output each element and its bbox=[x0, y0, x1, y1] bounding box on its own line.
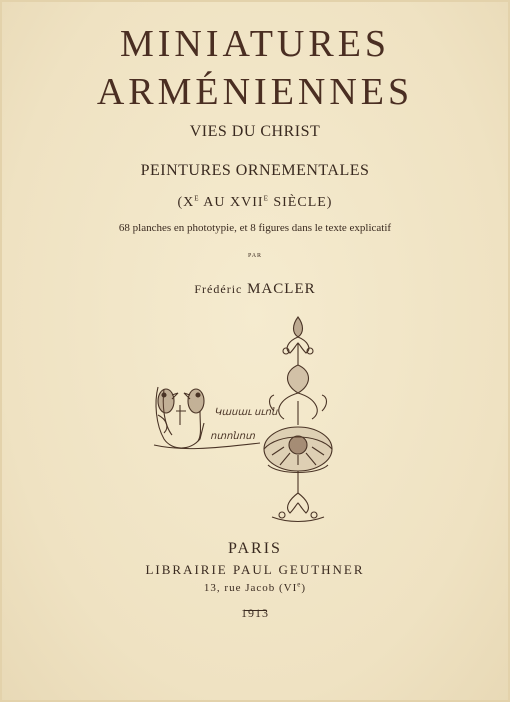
century-sup-2: E bbox=[263, 194, 269, 203]
by-label: PAR bbox=[247, 253, 263, 259]
publisher-address bbox=[0, 582, 510, 594]
address-main: 13, rue Jacob (VI bbox=[203, 582, 298, 594]
inscription-line-2: ոտոնոտ bbox=[210, 431, 255, 442]
century-mid: AU XVII bbox=[199, 195, 264, 210]
address-sup: e bbox=[297, 580, 302, 589]
floral-column-icon bbox=[264, 317, 332, 522]
plates-note: 68 planches en phototypie, et 8 figures dans le texte explicatif bbox=[118, 222, 392, 234]
author-first-name: Frédéric bbox=[194, 282, 243, 296]
century-sup-1: E bbox=[194, 194, 200, 203]
address-close: ) bbox=[301, 582, 307, 594]
subtitle-line-1: VIES DU CHRIST bbox=[189, 123, 321, 140]
armenian-ornament-illustration bbox=[150, 315, 350, 525]
publisher-house: LIBRAIRIE PAUL GEUTHNER bbox=[145, 562, 365, 577]
inscription-line-1: Կասաւ սւոն bbox=[214, 407, 278, 418]
author-name bbox=[0, 281, 510, 298]
publication-year: 1913 bbox=[241, 606, 269, 620]
title-line-1: MINIATURES bbox=[119, 23, 391, 65]
century-open: (X bbox=[177, 195, 195, 210]
author-last-name: MACLER bbox=[247, 281, 316, 297]
publisher-city: PARIS bbox=[228, 540, 282, 557]
title-line-2: ARMÉNIENNES bbox=[96, 71, 414, 113]
century-close: SIÈCLE) bbox=[268, 195, 333, 210]
century-range bbox=[0, 195, 510, 211]
divider-rule bbox=[0, 598, 510, 599]
subtitle-line-2: PEINTURES ORNEMENTALES bbox=[140, 162, 370, 179]
